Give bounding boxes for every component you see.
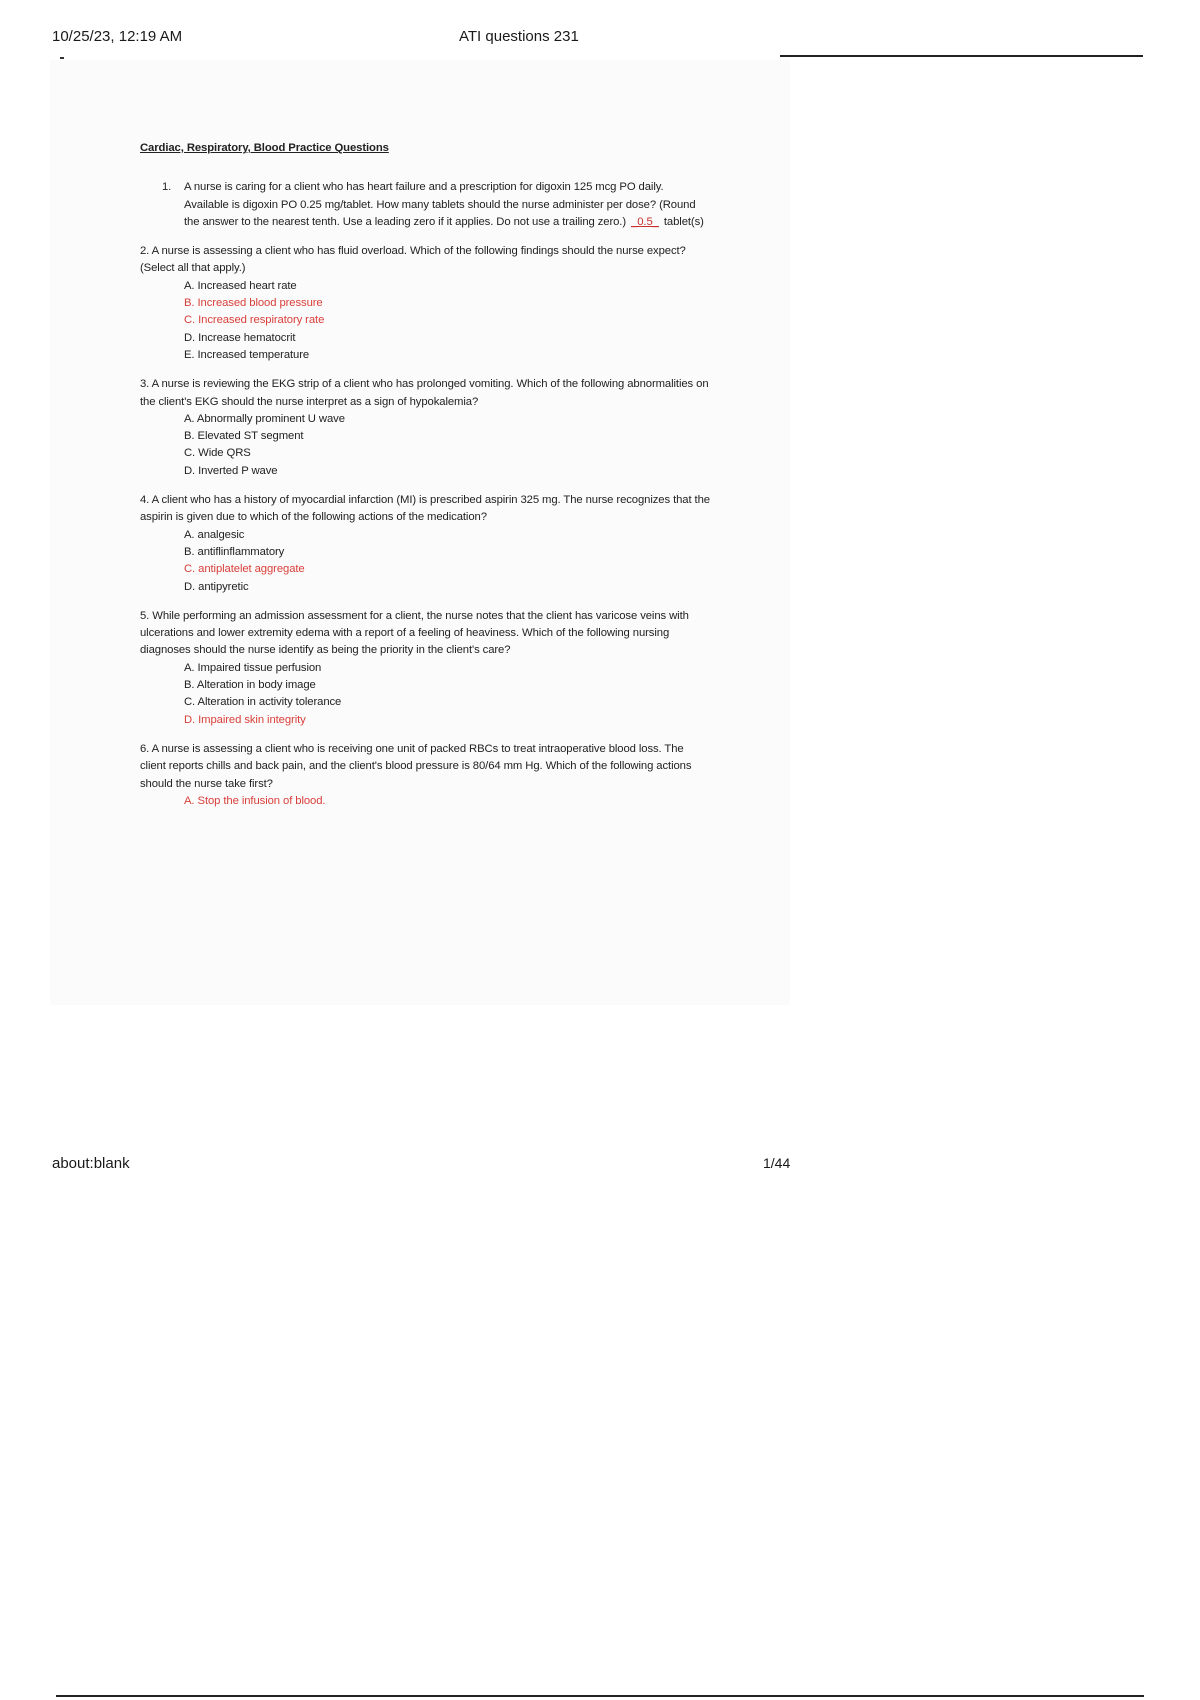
option-item: E. Increased temperature	[184, 348, 310, 361]
option-item: C. Wide QRS	[184, 447, 251, 460]
answer-unit: tablet(s)	[663, 215, 704, 228]
footer-page-number: 1/44	[763, 1155, 791, 1171]
option-item: D. antipyretic	[184, 580, 249, 593]
question-number: 1.	[162, 181, 172, 194]
option-item-correct: B. Increased blood pressure	[184, 297, 323, 310]
option-item: A. Increased heart rate	[184, 279, 297, 292]
bottom-rule	[56, 1695, 1144, 1697]
option-item-correct: D. Impaired skin integrity	[184, 713, 306, 726]
question-stem: 2. A nurse is assessing a client who has fluid overload. Which of the following findings should the nurse expect? (Select all that apply.)	[140, 245, 686, 275]
question-5	[140, 608, 710, 729]
answer-blank: _0.5_	[631, 215, 659, 228]
question-3	[140, 376, 710, 480]
question-stem: 5. While performing an admission assessment for a client, the nurse notes that the client has varicose veins with ulcerations and lower extremity edema with a report of a feeling of heaviness. Which of the following nursing diagnoses should the nurse identify as being the priority in the client's care?	[140, 609, 689, 657]
footer-url: about:blank	[52, 1155, 130, 1172]
option-item: D. Inverted P wave	[184, 464, 278, 477]
option-item: A. analgesic	[184, 528, 245, 541]
option-list	[184, 793, 710, 810]
option-item-correct: C. antiplatelet aggregate	[184, 563, 305, 576]
option-list	[184, 527, 710, 596]
option-item: B. antiflinflammatory	[184, 545, 285, 558]
option-item: A. Impaired tissue perfusion	[184, 661, 322, 674]
header-rule	[780, 55, 1143, 57]
option-item: B. Elevated ST segment	[184, 430, 304, 443]
option-list	[184, 411, 710, 480]
print-title: ATI questions 231	[459, 28, 579, 45]
question-stem: 6. A nurse is assessing a client who is receiving one unit of packed RBCs to treat intraoperative blood loss. The client reports chills and back pain, and the client's blood pressure is 80/64 mm Hg. Which of the following actions should the nurse take first?	[140, 742, 692, 790]
document-heading: Cardiac, Respiratory, Blood Practice Questions	[140, 142, 389, 154]
question-stem-text: A nurse is caring for a client who has heart failure and a prescription for digoxin 125 mcg PO daily. Available is digoxin PO 0.25 mg/tablet. How many tablets should the nurse administer per dose? (Round the answer to the nearest tenth. Use a leading zero if it applies. Do not use a trailing zero.)	[184, 181, 696, 228]
print-header	[0, 28, 1200, 58]
print-date: 10/25/23, 12:19 AM	[52, 28, 183, 45]
question-4	[140, 492, 710, 596]
question-stem	[184, 179, 710, 231]
option-list	[184, 660, 710, 729]
question-6	[140, 741, 710, 810]
question-stem: 3. A nurse is reviewing the EKG strip of a client who has prolonged vomiting. Which of the following abnormalities on the client's EKG should the nurse interpret as a sign of hypokalemia?	[140, 378, 709, 408]
document-content	[140, 140, 710, 821]
option-item: B. Alteration in body image	[184, 679, 316, 692]
option-item-correct: C. Increased respiratory rate	[184, 314, 325, 327]
header-dash	[60, 57, 64, 59]
option-item: A. Abnormally prominent U wave	[184, 412, 345, 425]
option-list	[184, 278, 710, 364]
question-stem: 4. A client who has a history of myocardial infarction (MI) is prescribed aspirin 325 mg. The nurse recognizes that the aspirin is given due to which of the following actions of the medication?	[140, 494, 710, 524]
option-item: D. Increase hematocrit	[184, 331, 296, 344]
question-2	[140, 243, 710, 364]
question-1	[140, 179, 710, 231]
option-item-correct: A. Stop the infusion of blood.	[184, 794, 326, 807]
print-footer	[0, 1155, 1200, 1179]
option-item: C. Alteration in activity tolerance	[184, 696, 342, 709]
